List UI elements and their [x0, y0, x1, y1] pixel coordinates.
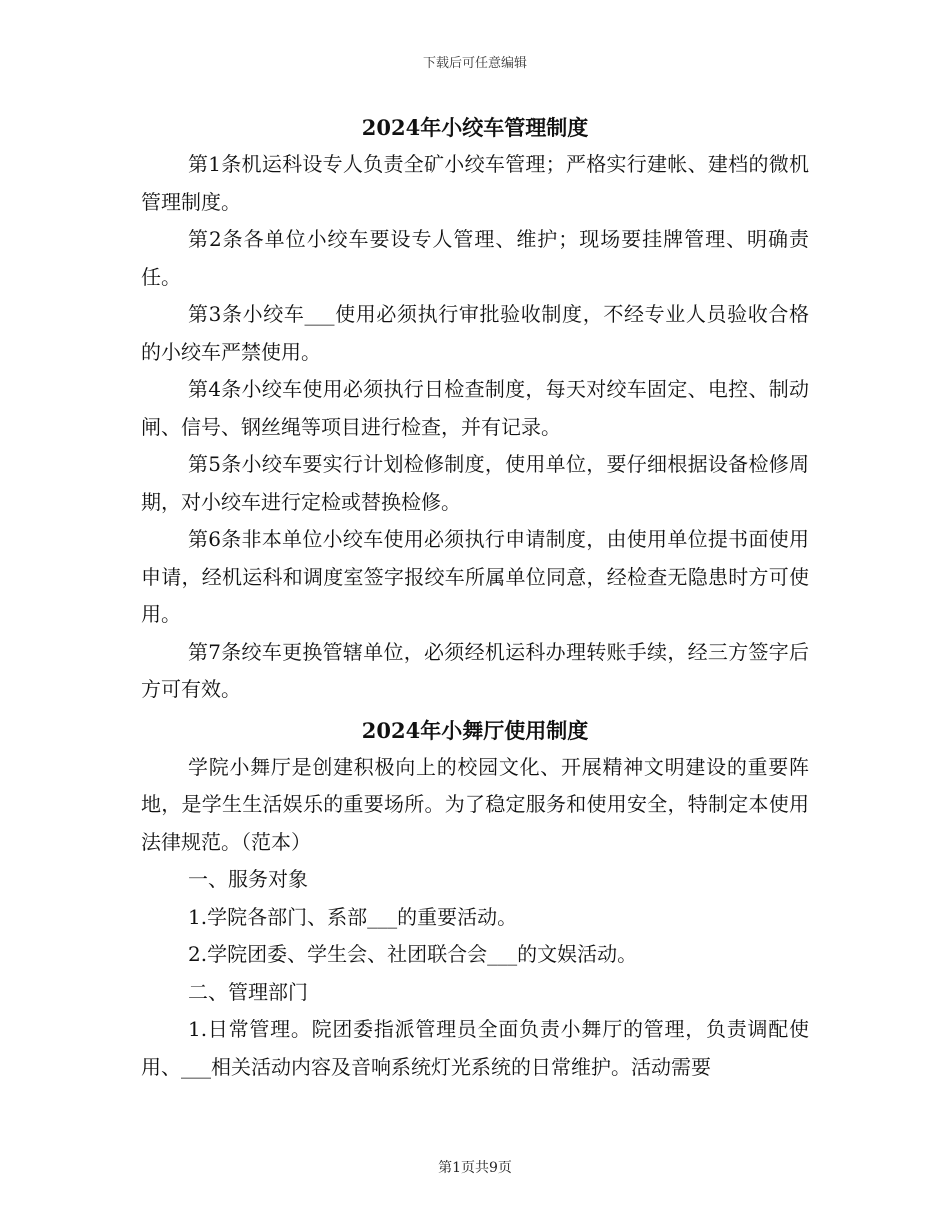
- paragraph: 2.学院团委、学生会、社团联合会___的文娱活动。: [188, 942, 638, 966]
- paragraph: 第5条小绞车要实行计划检修制度，使用单位，要仔细根据设备检修周期，对小绞车进行定检或替换检修。: [141, 452, 809, 514]
- paragraph: 二、管理部门: [188, 979, 308, 1004]
- paragraph: 第2条各单位小绞车要设专人管理、维护；现场要挂牌管理、明确责任。: [141, 227, 809, 289]
- page-footer: 第1页共9页: [438, 1160, 512, 1176]
- paragraph: 1.学院各部门、系部___的重要活动。: [188, 904, 518, 929]
- paragraph: 一、服务对象: [188, 867, 308, 891]
- section-title: 2024年小绞车管理制度: [361, 115, 589, 140]
- page-header: 下载后可任意编辑: [422, 56, 527, 71]
- paragraph: 第4条小绞车使用必须执行日检查制度，每天对绞车固定、电控、制动闸、信号、钢丝绳等项目进行检查，并有记录。: [141, 377, 809, 439]
- paragraph: 1.日常管理。院团委指派管理员全面负责小舞厅的管理，负责调配使用、___相关活动内容及音响系统灯光系统的日常维护。活动需要: [141, 1017, 809, 1079]
- document-body: [141, 110, 809, 1086]
- paragraph: 第7条绞车更换管辖单位，必须经机运科办理转账手续，经三方签字后方可有效。: [141, 639, 809, 701]
- paragraph: 学院小舞厅是创建积极向上的校园文化、开展精神文明建设的重要阵地，是学生生活娱乐的重要场所。为了稳定服务和使用安全，特制定本使用法律规范。（范本）: [141, 754, 809, 854]
- paragraph: 第3条小绞车___使用必须执行审批验收制度，不经专业人员验收合格的小绞车严禁使用。: [141, 302, 809, 364]
- paragraph: 第6条非本单位小绞车使用必须执行申请制度，由使用单位提书面使用申请，经机运科和调度室签字报绞车所属单位同意，经检查无隐患时方可使用。: [141, 527, 809, 626]
- section-title: 2024年小舞厅使用制度: [361, 717, 589, 743]
- paragraph: 第1条机运科设专人负责全矿小绞车管理；严格实行建帐、建档的微机管理制度。: [141, 152, 809, 214]
